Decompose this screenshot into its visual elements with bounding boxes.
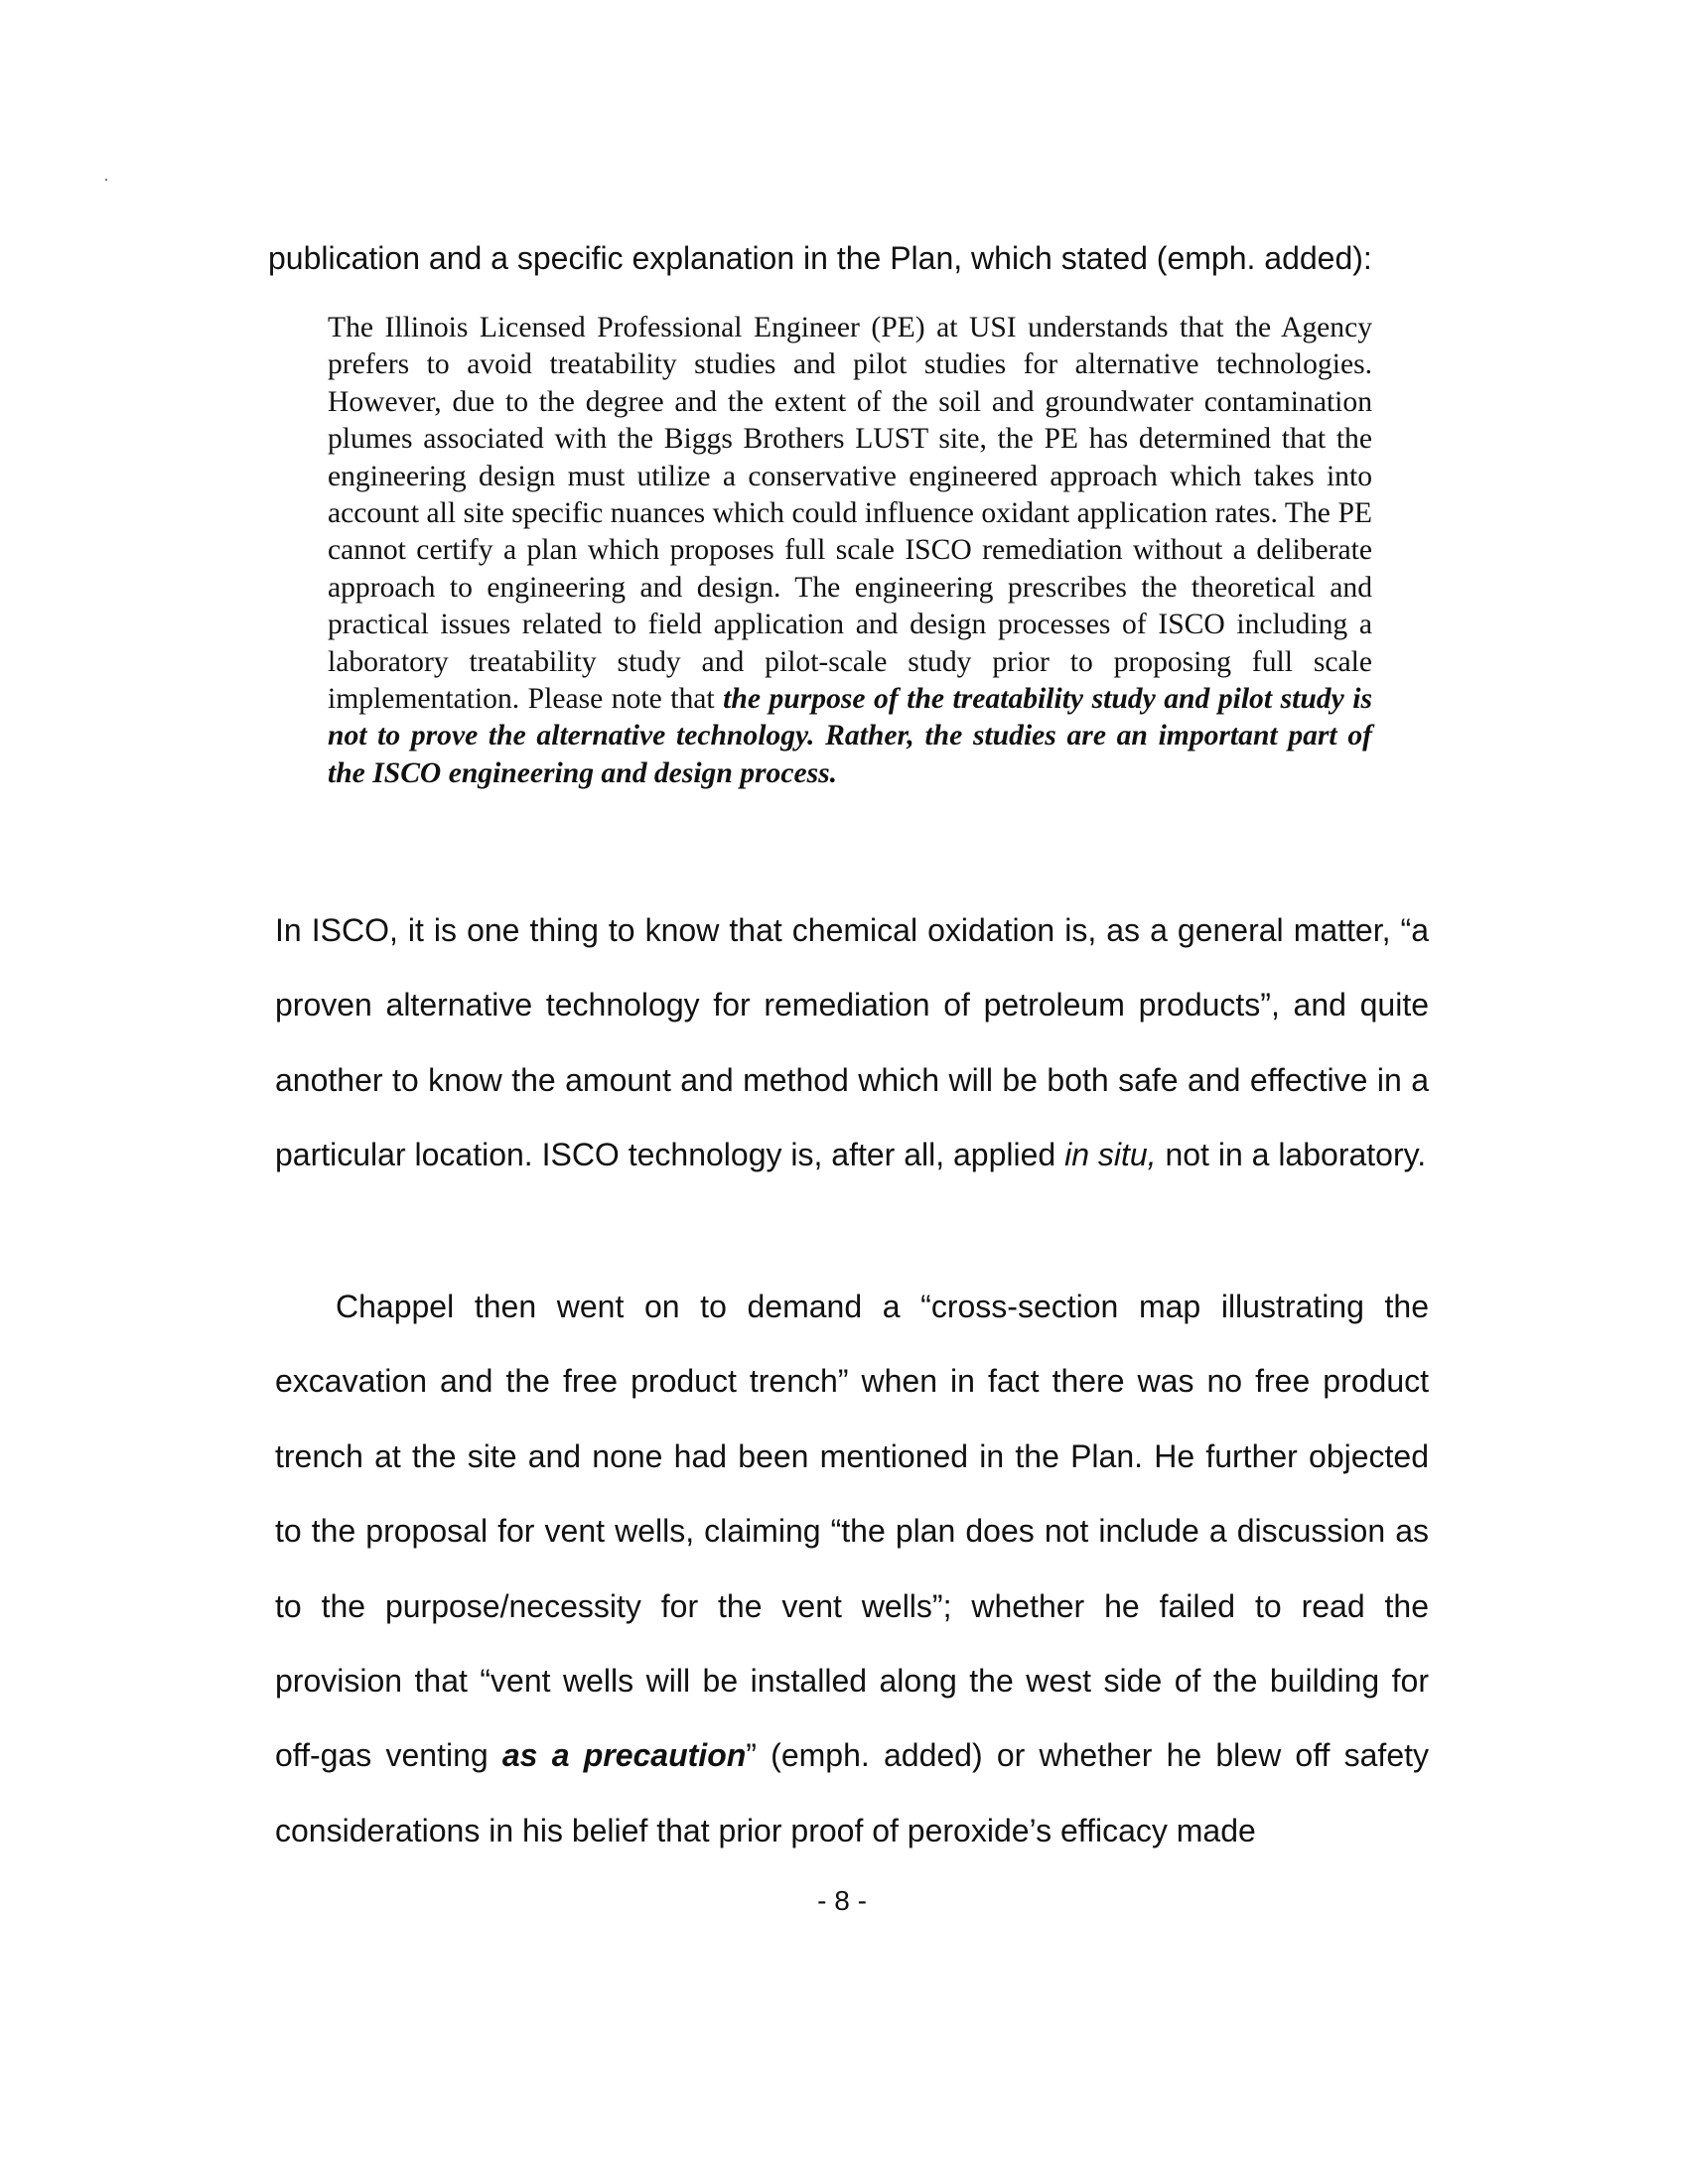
paragraph-isco xyxy=(275,893,1429,1193)
paragraph-chappel-text-2: ” (emph. added) or whether he blew off safety considerations in his belief that prior proof of peroxide’s efficacy made xyxy=(275,1737,1429,1848)
block-quote-text: The Illinois Licensed Professional Engineer (PE) at USI understands that the Agency prefers to avoid treatability studies and pilot studies for alternative technologies. However, due to the degree and the extent of the soil and groundwater contamination plumes associated with the Biggs Brothers LUST site, the PE has determined that the engineering design must utilize a conservative engineered approach which takes into account all site specific nuances which could influence oxidant application rates. The PE cannot certify a plan which proposes full scale ISCO remediation without a deliberate approach to engineering and design. The engineering prescribes the theoretical and practical issues related to field application and design processes of ISCO including a laboratory treatability study and pilot-scale study prior to proposing full scale implementation. Please note that xyxy=(328,312,1372,716)
lead-line: publication and a specific explanation in the Plan, which stated (emph. added): xyxy=(268,240,1372,276)
paragraph-chappel xyxy=(275,1270,1429,1868)
paragraph-isco-text-1: In ISCO, it is one thing to know that chemical oxidation is, as a general matter, “a proven alternative technology for remediation of petroleum products”, and quite another to know the amount and method which will be both safe and effective in a particular location. ISCO technology is, after all, applied xyxy=(275,912,1429,1173)
paragraph-isco-italic: in situ, xyxy=(1064,1137,1157,1173)
paragraph-chappel-text-1: Chappel then went on to demand a “cross-section map illustrating the excavation and the free product trench” when in fact there was no free product trench at the site and none had been mentioned in the Plan. He further objected to the proposal for vent wells, claiming “the plan does not include a discussion as to the purpose/necessity for the vent wells”; whether he failed to read the provision that “vent wells will be installed along the west side of the building for off-gas venting xyxy=(275,1289,1429,1774)
scan-speck xyxy=(105,179,107,181)
paragraph-isco-text-2: not in a laboratory. xyxy=(1156,1137,1427,1173)
block-quote-emphasis: the purpose of the treatability study and pilot study is not to prove the alternative technology. Rather, the studies are an important part of the ISCO engineering and design process. xyxy=(328,683,1372,789)
page-number: - 8 - xyxy=(817,1885,867,1916)
paragraph-chappel-emphasis: as a precaution xyxy=(501,1737,747,1774)
block-quote xyxy=(328,310,1372,792)
